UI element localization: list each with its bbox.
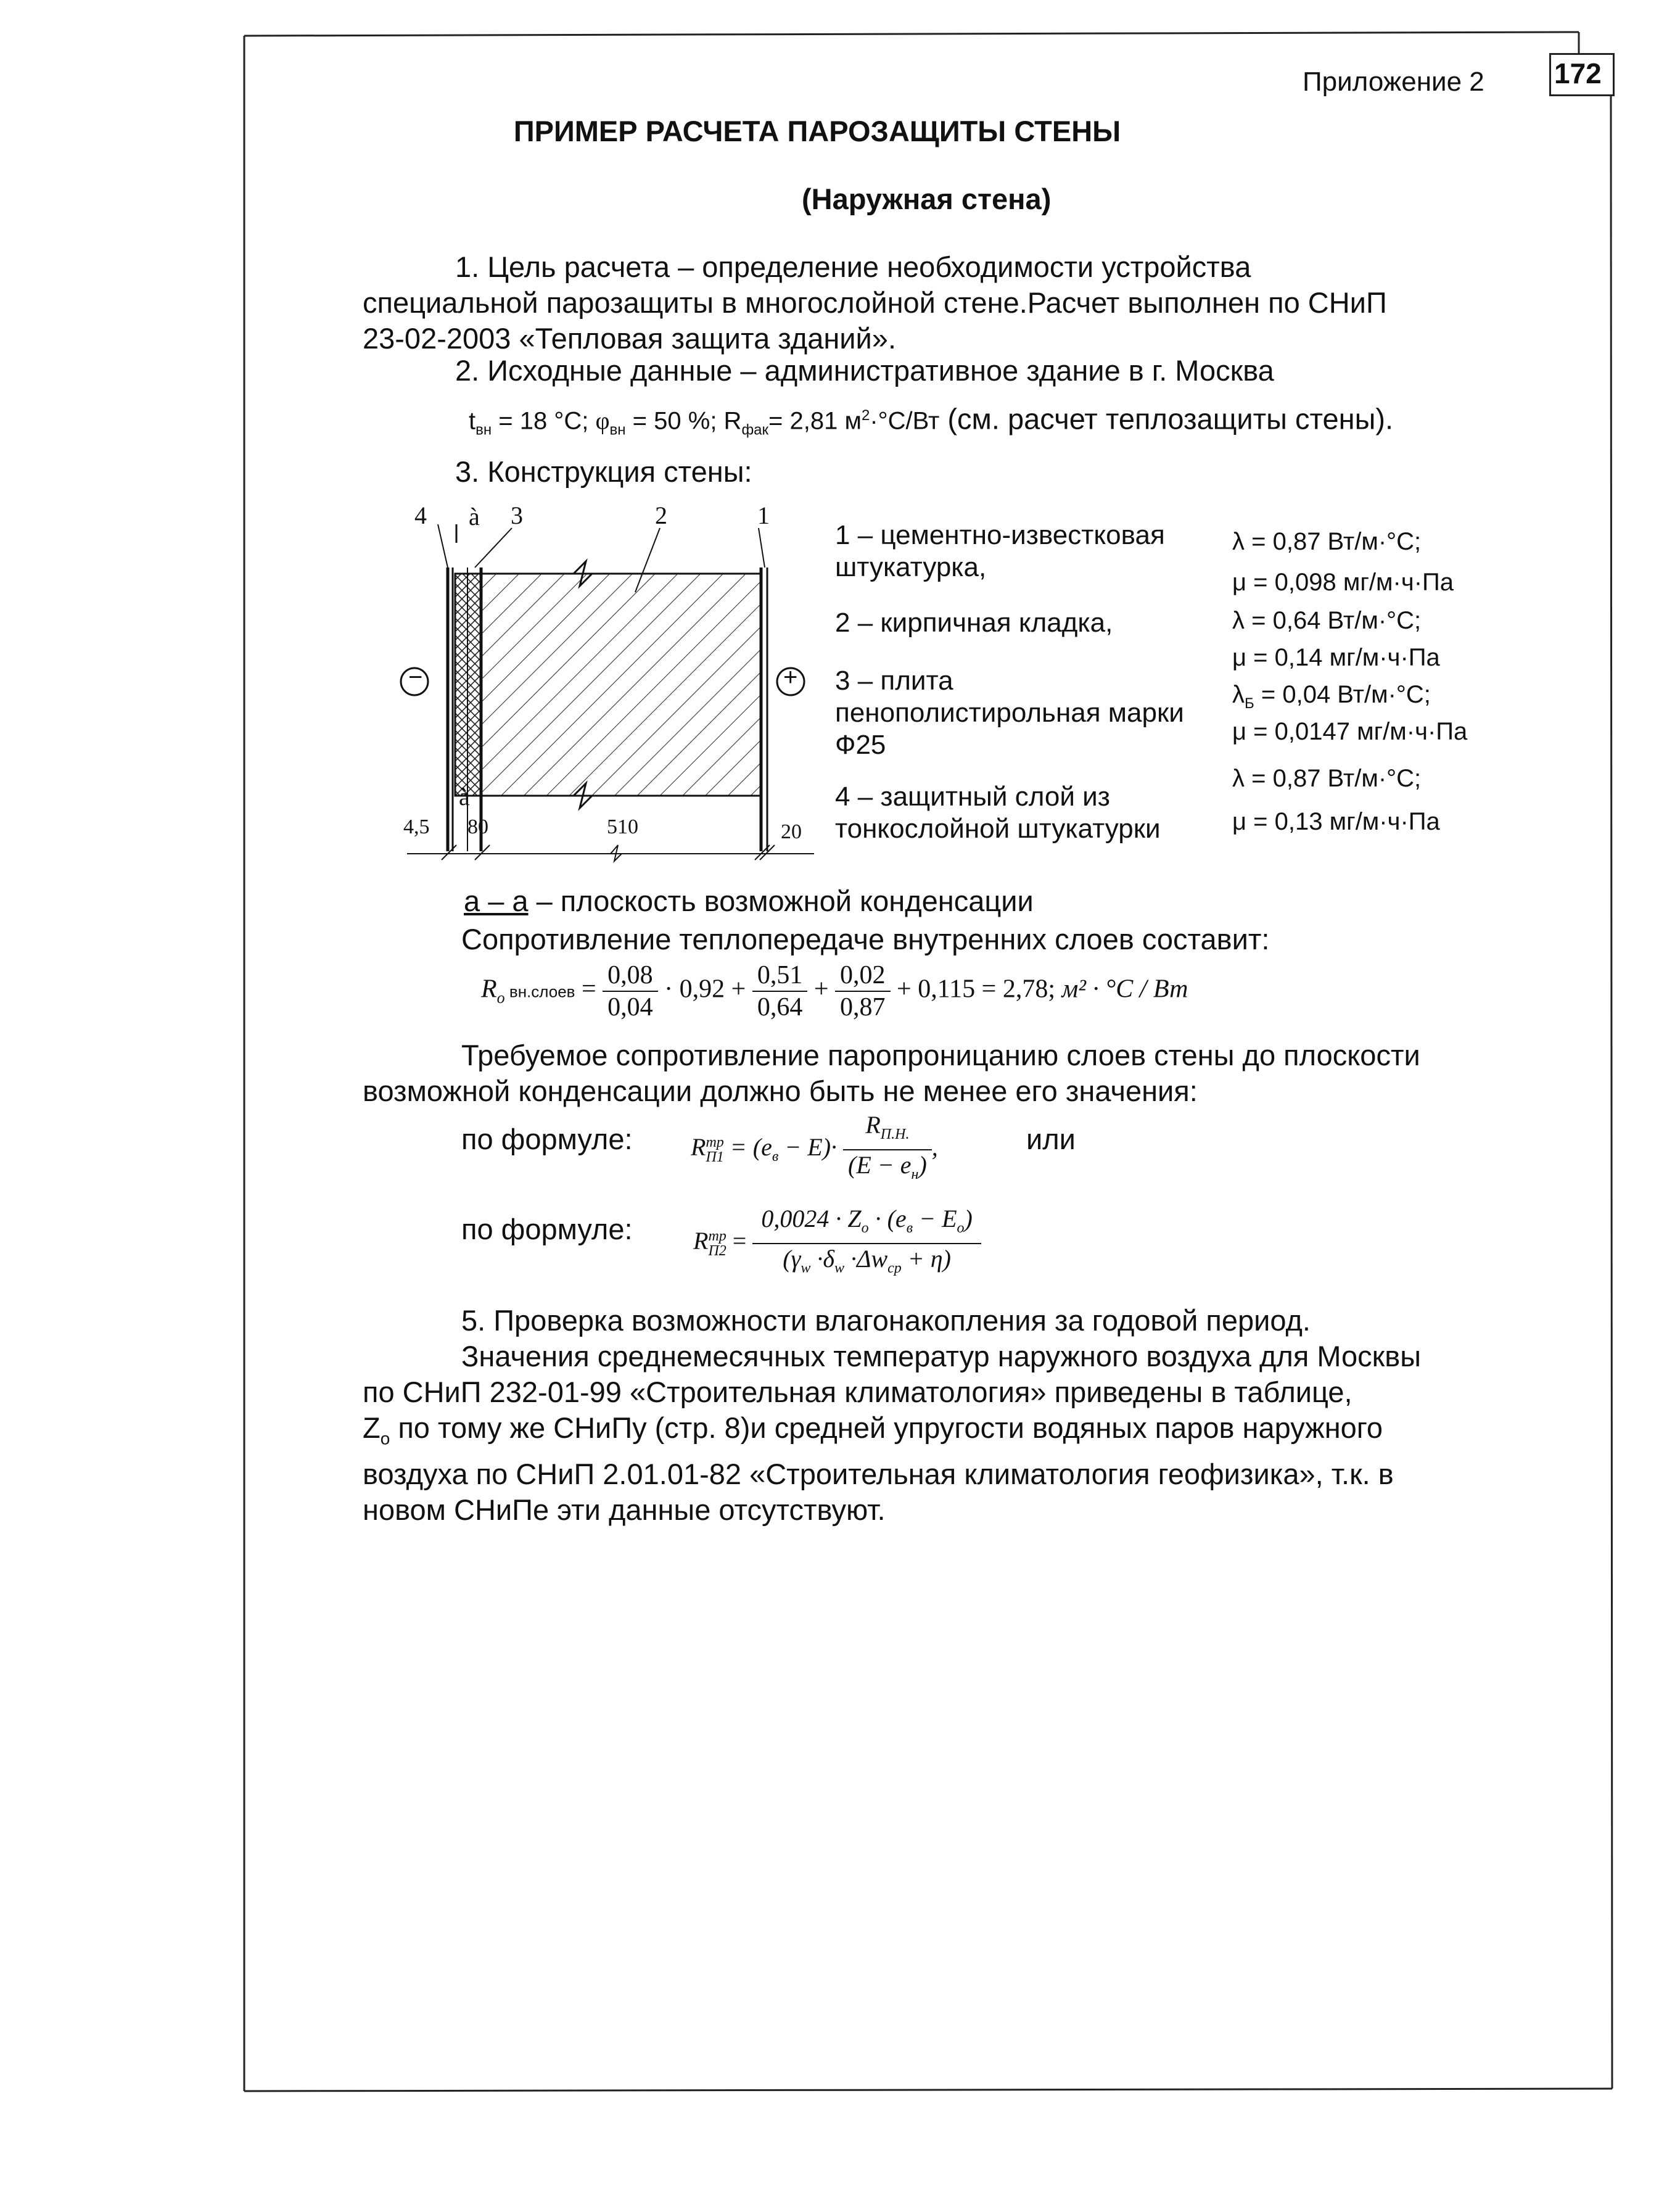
dim-4-5: 4,5 (403, 815, 430, 838)
legend-4-mu: μ = 0,13 мг/м·ч·Па (1232, 808, 1440, 835)
formula2-den-text: (E − e (848, 1151, 912, 1179)
legend-1-text-1: 1 – цементно-известковая (835, 520, 1165, 550)
formula3-den-sub1: w (801, 1260, 811, 1276)
formula2-label: по формуле: (461, 1123, 633, 1155)
diagram-label-a-top: à (469, 503, 480, 530)
formula3-num-mid2: − E (913, 1205, 957, 1232)
paragraph-goal (363, 249, 1497, 357)
formula1-frac-3-den: 0,87 (840, 993, 886, 1021)
formula3-num-mid: · (e (868, 1205, 907, 1232)
formula3-lhs: R (693, 1227, 709, 1255)
condensation-aa: а – а (464, 885, 529, 917)
paragraph-moisture (363, 1303, 1497, 1528)
resistance-intro: Сопротивление теплопередаче внутренних слоев составит: (461, 923, 1270, 955)
formula1-tail: + 0,115 = 2,78; (897, 975, 1056, 1004)
formula2-or: или (1026, 1123, 1076, 1155)
formula3-num (752, 1204, 981, 1244)
r-note: (см. расчет теплозащиты стены). (939, 402, 1394, 435)
formula1-lhs-sub: о (496, 989, 505, 1007)
formula1-plus: + (813, 975, 829, 1004)
formula2-mid2: − E)· (778, 1133, 838, 1162)
formula1-mult: · 0,92 + (664, 975, 746, 1004)
plus-icon: + (783, 664, 798, 691)
formula3-den-a: (γ (783, 1245, 801, 1273)
formula1-frac-2-den: 0,64 (757, 993, 803, 1021)
formula1-frac-1 (603, 960, 658, 1023)
condensation-note (464, 883, 1034, 919)
formula3-den-mid2: ·Δw (844, 1245, 888, 1273)
input-data-values (469, 397, 1393, 448)
formula3-num-a: 0,0024 · Z (761, 1205, 862, 1232)
formula2-frac (843, 1110, 932, 1189)
legend-1-lambda: λ = 0,87 Вт/м·°C; (1232, 528, 1422, 555)
formula1-lhs: R (481, 975, 497, 1004)
diagram-label-2: 2 (655, 501, 667, 529)
legend-item-4 (835, 781, 1161, 845)
moisture-line-4-z: Z (363, 1411, 381, 1444)
legend-3-text-2: пенополистирольная марки (835, 698, 1184, 728)
required-line-1: Требуемое сопротивление паропроницанию слоев стены до плоскости (461, 1039, 1420, 1071)
formula2-lhs: R (691, 1133, 706, 1162)
formula1-lhs-sub2: вн.слоев (504, 982, 575, 1001)
formula3-num-close: ) (964, 1205, 973, 1232)
formula3-den-close: + η) (901, 1245, 951, 1273)
formula1-frac-2 (752, 960, 808, 1023)
paragraph-input-data (363, 353, 1497, 389)
legend-item-3 (835, 665, 1184, 761)
legend-3-lambda-value: = 0,04 Вт/м·°C; (1254, 681, 1431, 708)
moisture-line-4-text: по тому же СНиПу (стр. 8)и средней упругости водяных паров наружного (390, 1411, 1383, 1444)
formula3-lhs-sup: тр (708, 1228, 727, 1244)
legend-1-mu: μ = 0,098 мг/м·ч·Па (1232, 569, 1454, 596)
legend-3-lambda (1232, 679, 1431, 720)
appendix-label: Приложение 2 (1303, 67, 1484, 97)
moisture-line-4 (363, 1410, 1497, 1456)
diagram-label-4: 4 (414, 501, 427, 529)
formula3-label: по формуле: (461, 1213, 633, 1245)
diagram-label-3: 3 (511, 501, 523, 529)
t-sub: вн (475, 421, 492, 439)
r-value: = 2,81 м (768, 407, 862, 435)
formula1-frac-1-num: 0,08 (603, 960, 658, 992)
legend-1-text-2: штукатурка, (835, 552, 987, 582)
moisture-line-6: новом СНиПе эти данные отсутствуют. (363, 1493, 886, 1527)
legend-3-mu: μ = 0,0147 мг/м·ч·Па (1232, 718, 1468, 745)
formula3-eq: = (732, 1227, 747, 1255)
page-subtitle: (Наружная стена) (802, 183, 1052, 215)
goal-line-2: специальной парозащиты в многослойной стене.Расчет выполнен по СНиП (363, 286, 1387, 319)
paragraph-required (363, 1038, 1497, 1109)
minus-icon: − (408, 664, 423, 691)
legend-3-lambda-symbol: λ (1232, 681, 1245, 708)
construction-heading: 3. Конструкция стены: (455, 455, 752, 488)
formula2-den (843, 1150, 932, 1189)
legend-3-lambda-sub: Б (1245, 695, 1254, 712)
formula3-den-mid: ·δ (810, 1245, 834, 1273)
dim-20: 20 (781, 820, 802, 843)
legend-4-lambda: λ = 0,87 Вт/м·°C; (1232, 765, 1422, 792)
r-sub: фак (741, 421, 769, 439)
moisture-line-1: 5. Проверка возможности влагонакопления за годовой период. (461, 1304, 1311, 1337)
moisture-line-5: воздуха по СНиП 2.01.01-82 «Строительная климатология геофизика», т.к. в (363, 1458, 1394, 1491)
legend-2-mu: μ = 0,14 мг/м·ч·Па (1232, 644, 1440, 671)
legend-4-text-2: тонкослойной штукатурки (835, 814, 1161, 844)
formula1-frac-3-num: 0,02 (835, 960, 891, 992)
dim-510: 510 (607, 815, 638, 838)
page-title: ПРИМЕР РАСЧЕТА ПАРОЗАЩИТЫ СТЕНЫ (513, 115, 1121, 147)
phi-sub: вн (609, 421, 626, 439)
dim-80: 80 (467, 815, 488, 838)
formula1-frac-2-num: 0,51 (752, 960, 808, 992)
wall-diagram (389, 500, 833, 870)
formula3-den (752, 1244, 981, 1283)
formula2-comma: , (931, 1133, 938, 1162)
goal-line-1: 1. Цель расчета – определение необходимости устройства (455, 250, 1251, 283)
formula-vapor-2 (693, 1204, 981, 1283)
legend-3-text-1: 3 – плита (835, 666, 953, 696)
formula1-frac-3 (835, 960, 891, 1023)
diagram-label-a-bottom: à (459, 783, 470, 811)
input-data-line-1: 2. Исходные данные – административное здание в г. Москва (455, 354, 1274, 387)
legend-item-1 (835, 519, 1165, 584)
formula2-lhs-sub: П1 (706, 1149, 724, 1165)
goal-line-3: 23-02-2003 «Тепловая защита зданий». (363, 322, 897, 355)
moisture-line-3: по СНиП 232-01-99 «Строительная климатология» приведены в таблице, (363, 1376, 1352, 1408)
formula2-lhs-sup: тр (706, 1134, 724, 1150)
formula2-num-sub: П.Н. (880, 1126, 910, 1142)
formula1-frac-1-den: 0,04 (607, 993, 653, 1021)
condensation-text: – плоскость возможной конденсации (528, 885, 1034, 917)
legend-4-text-1: 4 – защитный слой из (835, 782, 1110, 812)
legend-3-text-3: Ф25 (835, 730, 886, 760)
formula1-eq: = (581, 975, 596, 1004)
legend-2-lambda: λ = 0,64 Вт/м·°C; (1232, 607, 1422, 634)
formula-heat-resistance (481, 960, 1188, 1023)
t-label: t (469, 407, 476, 435)
moisture-line-2: Значения среднемесячных температур наружного воздуха для Москвы (461, 1340, 1421, 1372)
formula1-unit: м² · °C / Вт (1061, 975, 1188, 1004)
required-line-2: возможной конденсации должно быть не менее его значения: (363, 1075, 1198, 1107)
r-sup: 2 (861, 407, 870, 424)
formula2-den-close: ) (918, 1151, 927, 1179)
formula2-mid-sub: в (772, 1149, 779, 1165)
formula2-num (843, 1110, 932, 1150)
formula2-num-r: R (865, 1111, 881, 1139)
formula3-frac (752, 1204, 981, 1283)
formula2-den-sub: н (911, 1166, 919, 1182)
moisture-line-4-sub: о (380, 1429, 390, 1448)
diagram-label-1: 1 (757, 501, 770, 529)
formula3-num-sub1: о (861, 1220, 869, 1236)
phi-label: φ (595, 406, 610, 435)
formula3-lhs-sub: П2 (708, 1243, 727, 1259)
page-number: 172 (1554, 57, 1602, 89)
formula3-den-sub3: ср (887, 1260, 902, 1276)
phi-value: = 50 %; R (625, 407, 742, 435)
formula3-den-sub2: w (834, 1260, 844, 1276)
formula3-num-sub2: в (906, 1220, 913, 1236)
t-value: = 18 °C; (492, 407, 596, 435)
r-unit: ·°C/Вт (870, 407, 940, 435)
formula-vapor-1 (691, 1110, 938, 1189)
legend-item-2: 2 – кирпичная кладка, (835, 608, 1113, 638)
formula3-num-sub3: о (957, 1220, 965, 1236)
formula2-mid: = (e (730, 1133, 772, 1162)
